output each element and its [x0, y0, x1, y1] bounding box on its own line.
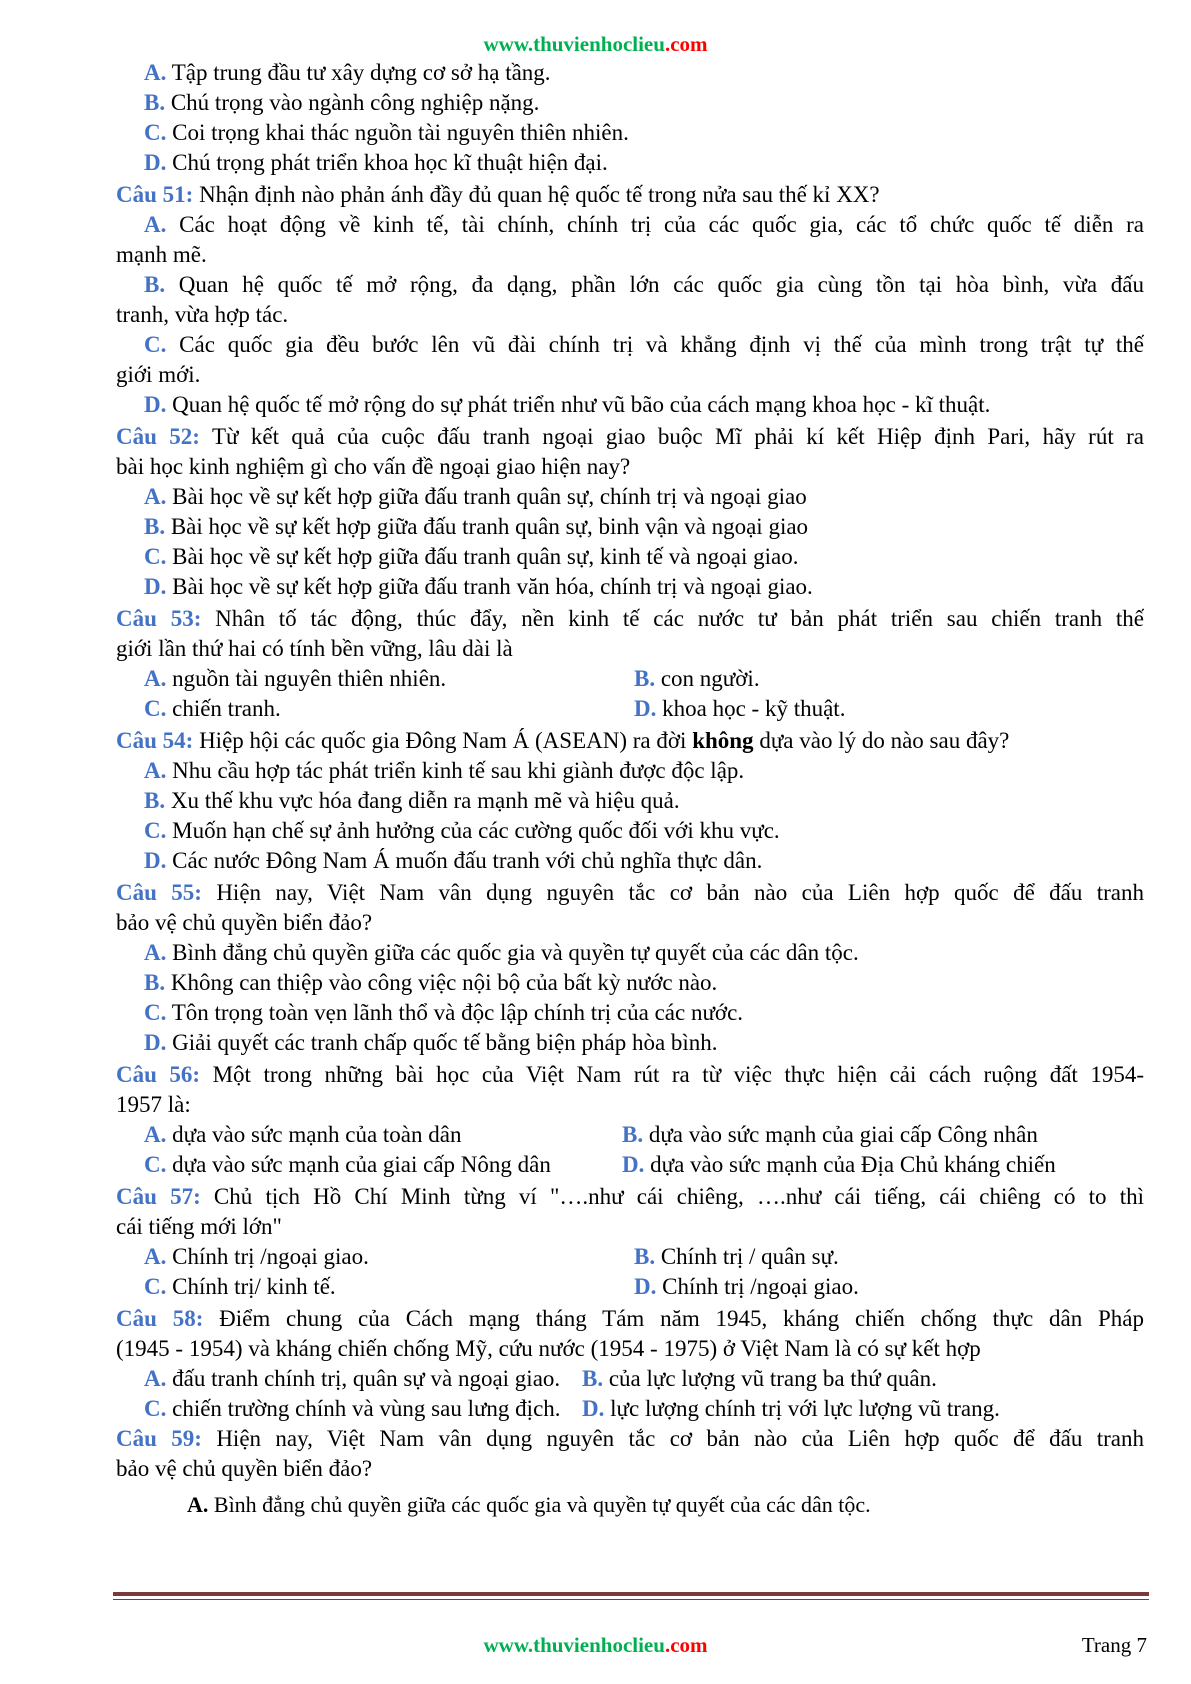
q52-option-d: D. Bài học về sự kết hợp giữa đấu tranh văn hóa, chính trị và ngoại giao.	[144, 574, 813, 599]
q55-option-c: C. Tôn trọng toàn vẹn lãnh thổ và độc lập chính trị của các nước.	[144, 1000, 744, 1025]
q53-options-row-1	[116, 664, 1144, 694]
question-number: Câu 52:	[116, 424, 200, 449]
question-55-cont: bảo vệ chủ quyền biển đảo?	[116, 910, 373, 935]
question-57: Câu 57: Chủ tịch Hồ Chí Minh từng ví "….như cái chiêng, ….như cái tiếng, cái chiêng có to thì	[116, 1184, 1144, 1209]
q56-option-a: A. dựa vào sức mạnh của toàn dân	[144, 1122, 462, 1147]
q56-option-b: B. dựa vào sức mạnh của giai cấp Công nhân	[622, 1122, 1038, 1147]
prev-option-c: C. Coi trọng khai thác nguồn tài nguyên thiên nhiên.	[144, 120, 629, 145]
question-number: Câu 59:	[116, 1426, 202, 1451]
question-53-cont: giới lần thứ hai có tính bền vững, lâu dài là	[116, 636, 513, 661]
q51-option-c: C. Các quốc gia đều bước lên vũ đài chính trị và khẳng định vị thế của mình trong trật tự thế	[144, 332, 1144, 357]
question-57-cont: cái tiếng mới lớn"	[116, 1214, 282, 1239]
question-59: Câu 59: Hiện nay, Việt Nam vân dụng nguyên tắc cơ bản nào của Liên hợp quốc để đấu tranh	[116, 1426, 1144, 1451]
question-58-cont: (1945 - 1954) và kháng chiến chống Mỹ, cứu nước (1954 - 1975) ở Việt Nam là có sự kết hợp	[116, 1336, 981, 1361]
prev-option-b: B. Chú trọng vào ngành công nghiệp nặng.	[144, 90, 540, 115]
q52-option-b: B. Bài học về sự kết hợp giữa đấu tranh quân sự, binh vận và ngoại giao	[144, 514, 809, 539]
q58-option-b: B. của lực lượng vũ trang ba thứ quân.	[582, 1366, 937, 1391]
question-58: Câu 58: Điểm chung của Cách mạng tháng Tám năm 1945, kháng chiến chống thực dân Pháp	[116, 1306, 1144, 1331]
question-56: Câu 56: Một trong những bài học của Việt Nam rút ra từ việc thực hiện cải cách ruộng đất 1954-	[116, 1062, 1144, 1087]
q51-option-d: D. Quan hệ quốc tế mở rộng do sự phát triển như vũ bão của cách mạng khoa học - kĩ thuật.	[144, 392, 991, 417]
question-55: Câu 55: Hiện nay, Việt Nam vân dụng nguyên tắc cơ bản nào của Liên hợp quốc để đấu tranh	[116, 880, 1144, 905]
q53-option-b: B. con người.	[634, 666, 760, 691]
header-site-name: www.thuvienhoclieu	[483, 32, 665, 56]
q54-option-b: B. Xu thế khu vực hóa đang diễn ra mạnh mẽ và hiệu quả.	[144, 788, 680, 813]
q59-option-a: A. Bình đẳng chủ quyền giữa các quốc gia và quyền tự quyết của các dân tộc.	[187, 1492, 871, 1517]
question-53: Câu 53: Nhân tố tác động, thúc đẩy, nền kinh tế các nước tư bản phát triển sau chiến tranh thế	[116, 606, 1144, 631]
q58-options-row-1	[116, 1364, 1144, 1394]
question-52: Câu 52: Từ kết quả của cuộc đấu tranh ngoại giao buộc Mĩ phải kí kết Hiệp định Pari, hãy rút ra	[116, 424, 1144, 449]
q58-option-a: A. đấu tranh chính trị, quân sự và ngoại giao.	[144, 1366, 561, 1391]
q56-option-c: C. dựa vào sức mạnh của giai cấp Nông dân	[144, 1152, 551, 1177]
q57-option-d: D. Chính trị /ngoại giao.	[634, 1274, 859, 1299]
q51-option-a: A. Các hoạt động về kinh tế, tài chính, chính trị của các quốc gia, các tổ chức quốc tế diễn ra	[144, 212, 1144, 237]
q51-option-c-cont: giới mới.	[116, 362, 201, 387]
footer-site-name: www.thuvienhoclieu	[483, 1633, 665, 1657]
page-number: Trang 7	[1081, 1633, 1147, 1657]
q54-option-a: A. Nhu cầu hợp tác phát triển kinh tế sau khi giành được độc lập.	[144, 758, 745, 783]
footer-rule-thick	[113, 1592, 1149, 1596]
q55-option-d: D. Giải quyết các tranh chấp quốc tế bằng biện pháp hòa bình.	[144, 1030, 718, 1055]
q52-option-a: A. Bài học về sự kết hợp giữa đấu tranh quân sự, chính trị và ngoại giao	[144, 484, 807, 509]
prev-option-d: D. Chú trọng phát triển khoa học kĩ thuật hiện đại.	[144, 150, 608, 175]
question-number: Câu 54:	[116, 728, 194, 753]
header-site-tld: .com	[664, 32, 708, 56]
question-56-cont: 1957 là:	[116, 1092, 191, 1117]
q57-option-b: B. Chính trị / quân sự.	[634, 1244, 839, 1269]
q51-option-b: B. Quan hệ quốc tế mở rộng, đa dạng, phần lớn các quốc gia cùng tồn tại hòa bình, vừa đấu	[144, 272, 1144, 297]
prev-option-a: A. Tập trung đầu tư xây dựng cơ sở hạ tầng.	[144, 60, 551, 85]
question-number: Câu 51:	[116, 182, 194, 207]
q56-options-row-1	[116, 1120, 1144, 1150]
question-52-cont: bài học kinh nghiệm gì cho vấn đề ngoại giao hiện nay?	[116, 454, 631, 479]
q54-option-c: C. Muốn hạn chế sự ảnh hưởng của các cường quốc đối với khu vực.	[144, 818, 780, 843]
emphasis-word: không	[692, 728, 754, 753]
question-54: Câu 54: Hiệp hội các quốc gia Đông Nam Á (ASEAN) ra đời không dựa vào lý do nào sau đây?	[116, 728, 1010, 753]
q51-option-b-cont: tranh, vừa hợp tác.	[116, 302, 289, 327]
q51-option-a-cont: mạnh mẽ.	[116, 242, 207, 267]
question-number: Câu 57:	[116, 1184, 201, 1209]
question-number: Câu 53:	[116, 606, 202, 631]
q55-option-b: B. Không can thiệp vào công việc nội bộ của bất kỳ nước nào.	[144, 970, 718, 995]
q53-option-c: C. chiến tranh.	[144, 696, 281, 721]
question-number: Câu 55:	[116, 880, 202, 905]
q57-option-a: A. Chính trị /ngoại giao.	[144, 1244, 369, 1269]
q53-option-a: A. nguồn tài nguyên thiên nhiên.	[144, 666, 447, 691]
question-51: Câu 51: Nhận định nào phản ánh đầy đủ quan hệ quốc tế trong nửa sau thế kỉ XX?	[116, 182, 880, 207]
question-number: Câu 56:	[116, 1062, 201, 1087]
q57-option-c: C. Chính trị/ kinh tế.	[144, 1274, 336, 1299]
q56-option-d: D. dựa vào sức mạnh của Địa Chủ kháng chiến	[622, 1152, 1056, 1177]
question-59-cont: bảo vệ chủ quyền biển đảo?	[116, 1456, 373, 1481]
q55-option-a: A. Bình đẳng chủ quyền giữa các quốc gia và quyền tự quyết của các dân tộc.	[144, 940, 859, 965]
q56-options-row-2	[116, 1150, 1144, 1180]
footer-site-link[interactable]	[0, 1632, 1191, 1658]
footer-rule-thin	[113, 1599, 1149, 1600]
q58-option-c: C. chiến trường chính và vùng sau lưng địch.	[144, 1396, 561, 1421]
question-number: Câu 58:	[116, 1306, 204, 1331]
q53-options-row-2	[116, 694, 1144, 724]
footer-site-tld: .com	[664, 1633, 708, 1657]
q57-options-row-2	[116, 1272, 1144, 1302]
header-site-link[interactable]	[0, 31, 1191, 57]
q53-option-d: D. khoa học - kỹ thuật.	[634, 696, 846, 721]
q52-option-c: C. Bài học về sự kết hợp giữa đấu tranh quân sự, kinh tế và ngoại giao.	[144, 544, 799, 569]
questions-content	[116, 58, 1144, 1520]
q58-option-d: D. lực lượng chính trị với lực lượng vũ trang.	[582, 1396, 1000, 1421]
q58-options-row-2	[116, 1394, 1144, 1424]
q54-option-d: D. Các nước Đông Nam Á muốn đấu tranh với chủ nghĩa thực dân.	[144, 848, 763, 873]
q57-options-row-1	[116, 1242, 1144, 1272]
